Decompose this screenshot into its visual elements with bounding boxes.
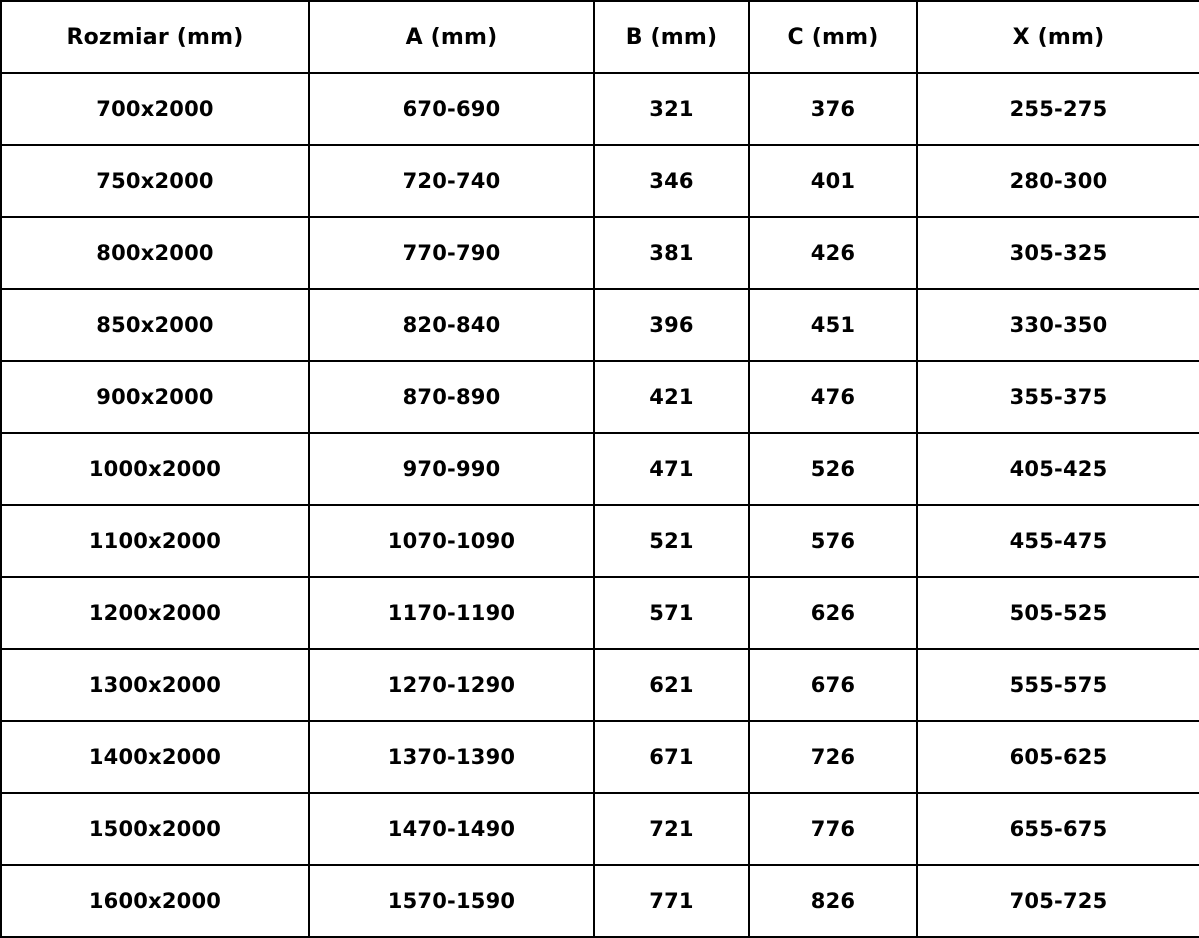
cell-size: 700x2000	[1, 73, 309, 145]
cell-x: 605-625	[917, 721, 1199, 793]
cell-a: 720-740	[309, 145, 594, 217]
cell-c: 526	[749, 433, 917, 505]
cell-b: 521	[594, 505, 749, 577]
cell-a: 670-690	[309, 73, 594, 145]
cell-x: 705-725	[917, 865, 1199, 937]
cell-size: 850x2000	[1, 289, 309, 361]
cell-b: 381	[594, 217, 749, 289]
table-row	[1, 361, 1199, 433]
cell-c: 626	[749, 577, 917, 649]
cell-b: 396	[594, 289, 749, 361]
cell-b: 346	[594, 145, 749, 217]
cell-x: 255-275	[917, 73, 1199, 145]
column-header-c: C (mm)	[749, 1, 917, 73]
cell-b: 771	[594, 865, 749, 937]
cell-size: 1100x2000	[1, 505, 309, 577]
cell-b: 721	[594, 793, 749, 865]
cell-c: 826	[749, 865, 917, 937]
table-row	[1, 73, 1199, 145]
cell-c: 376	[749, 73, 917, 145]
cell-c: 476	[749, 361, 917, 433]
cell-x: 455-475	[917, 505, 1199, 577]
table-body	[1, 73, 1199, 937]
cell-a: 870-890	[309, 361, 594, 433]
column-header-b: B (mm)	[594, 1, 749, 73]
cell-x: 330-350	[917, 289, 1199, 361]
cell-size: 1300x2000	[1, 649, 309, 721]
column-header-x: X (mm)	[917, 1, 1199, 73]
cell-a: 1270-1290	[309, 649, 594, 721]
cell-x: 405-425	[917, 433, 1199, 505]
cell-size: 750x2000	[1, 145, 309, 217]
cell-a: 970-990	[309, 433, 594, 505]
cell-b: 471	[594, 433, 749, 505]
column-header-rozmiar: Rozmiar (mm)	[1, 1, 309, 73]
table-row	[1, 649, 1199, 721]
cell-size: 1200x2000	[1, 577, 309, 649]
cell-size: 1500x2000	[1, 793, 309, 865]
table-row	[1, 217, 1199, 289]
cell-size: 1600x2000	[1, 865, 309, 937]
cell-c: 576	[749, 505, 917, 577]
column-header-a: A (mm)	[309, 1, 594, 73]
cell-b: 421	[594, 361, 749, 433]
table-row	[1, 865, 1199, 937]
cell-b: 321	[594, 73, 749, 145]
table-row	[1, 793, 1199, 865]
cell-a: 770-790	[309, 217, 594, 289]
table-row	[1, 145, 1199, 217]
cell-a: 1170-1190	[309, 577, 594, 649]
cell-a: 1470-1490	[309, 793, 594, 865]
cell-size: 1000x2000	[1, 433, 309, 505]
cell-size: 900x2000	[1, 361, 309, 433]
cell-c: 676	[749, 649, 917, 721]
cell-b: 671	[594, 721, 749, 793]
cell-x: 280-300	[917, 145, 1199, 217]
table-header-row	[1, 1, 1199, 73]
cell-a: 820-840	[309, 289, 594, 361]
cell-size: 800x2000	[1, 217, 309, 289]
table-row	[1, 577, 1199, 649]
cell-x: 555-575	[917, 649, 1199, 721]
cell-c: 776	[749, 793, 917, 865]
cell-a: 1570-1590	[309, 865, 594, 937]
table-header	[1, 1, 1199, 73]
cell-a: 1070-1090	[309, 505, 594, 577]
cell-c: 451	[749, 289, 917, 361]
cell-x: 505-525	[917, 577, 1199, 649]
cell-size: 1400x2000	[1, 721, 309, 793]
cell-x: 655-675	[917, 793, 1199, 865]
table-row	[1, 433, 1199, 505]
table-row	[1, 289, 1199, 361]
cell-c: 426	[749, 217, 917, 289]
cell-b: 621	[594, 649, 749, 721]
cell-a: 1370-1390	[309, 721, 594, 793]
cell-c: 726	[749, 721, 917, 793]
cell-c: 401	[749, 145, 917, 217]
table-row	[1, 721, 1199, 793]
cell-x: 355-375	[917, 361, 1199, 433]
cell-b: 571	[594, 577, 749, 649]
table-row	[1, 505, 1199, 577]
cell-x: 305-325	[917, 217, 1199, 289]
